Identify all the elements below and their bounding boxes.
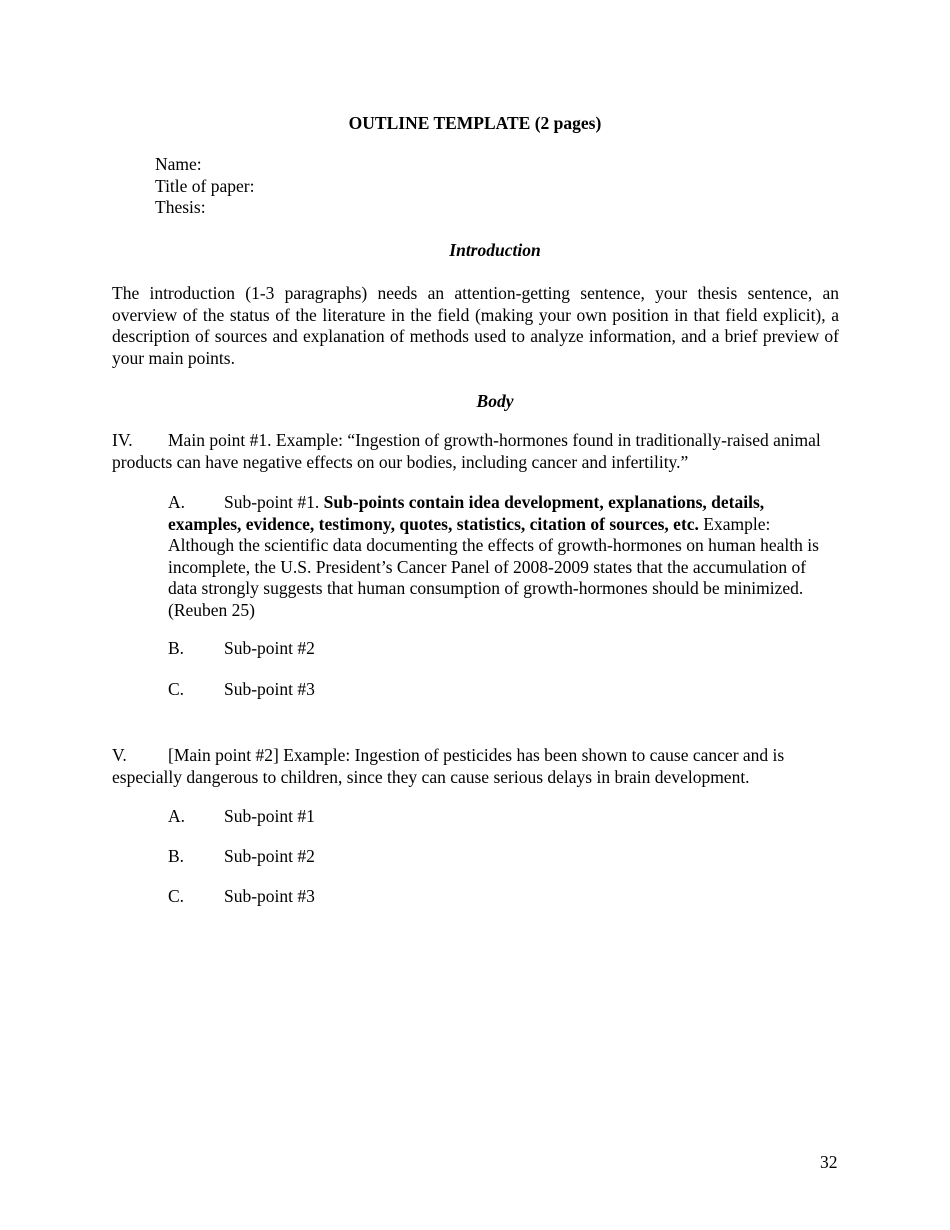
sub-a-number: A. (168, 806, 186, 826)
sub-a-text: Sub-point #1 (224, 806, 315, 826)
thesis-field-label: Thesis: (155, 197, 206, 217)
sub-c-text: Sub-point #3 (224, 886, 315, 906)
sub-b-text: Sub-point #2 (224, 846, 315, 866)
page-number: 32 (820, 1152, 838, 1172)
sub-a-lead: Sub-point #1. (224, 492, 324, 512)
sub-a-number: A. (168, 492, 186, 512)
name-field-label: Name: (155, 154, 202, 174)
sub-c-text: Sub-point #3 (224, 679, 315, 699)
sub-b-number: B. (168, 638, 185, 658)
main-point-1-sub-a (168, 492, 828, 621)
introduction-paragraph: The introduction (1-3 paragraphs) needs an attention-getting sentence, your thesis sentence, an overview of the status of the literature in the field (making your own position in that field explicit), a description of sources and explanation of methods used to analyze information, and a brief preview of your main points. (112, 283, 839, 368)
main-point-1-sub-b (168, 638, 315, 660)
main-point-2-sub-a (168, 806, 315, 828)
sub-b-text: Sub-point #2 (224, 638, 315, 658)
main-point-2 (112, 745, 839, 788)
main-point-1-sub-c (168, 679, 315, 701)
main-point-2-text: [Main point #2] Example: Ingestion of pesticides has been shown to cause cancer and is especially dangerous to children, since they can cause serious delays in brain development. (112, 745, 785, 787)
sub-b-number: B. (168, 846, 185, 866)
sub-a-rest: Example: Although the scientific data documenting the effects of growth-hormones on human health is incomplete, the U.S. President’s Cancer Panel of 2008-2009 states that the accumulation of data strongly suggests that human consumption of growth-hormones should be minimized. (Reuben 25) (168, 513, 819, 620)
sub-a-bold-text: Sub-points contain idea development, explanations, details, examples, evidence, testimony, quotes, statistics, citation of sources, etc. (168, 492, 765, 534)
main-point-1 (112, 430, 839, 473)
sub-c-number: C. (168, 679, 185, 699)
main-point-1-number: IV. (112, 430, 133, 450)
main-point-2-number: V. (112, 745, 127, 765)
main-point-2-sub-b (168, 846, 315, 868)
header-fields (155, 154, 254, 219)
introduction-heading: Introduction (449, 240, 541, 260)
title-field-label: Title of paper: (155, 175, 255, 196)
body-heading: Body (476, 391, 514, 411)
sub-c-number: C. (168, 886, 185, 906)
main-point-1-text: Main point #1. Example: “Ingestion of growth-hormones found in traditionally-raised animal products can have negative effects on our bodies, including cancer and infertility.” (112, 430, 821, 472)
document-title: OUTLINE TEMPLATE (2 pages) (348, 113, 602, 133)
main-point-2-sub-c (168, 886, 315, 908)
